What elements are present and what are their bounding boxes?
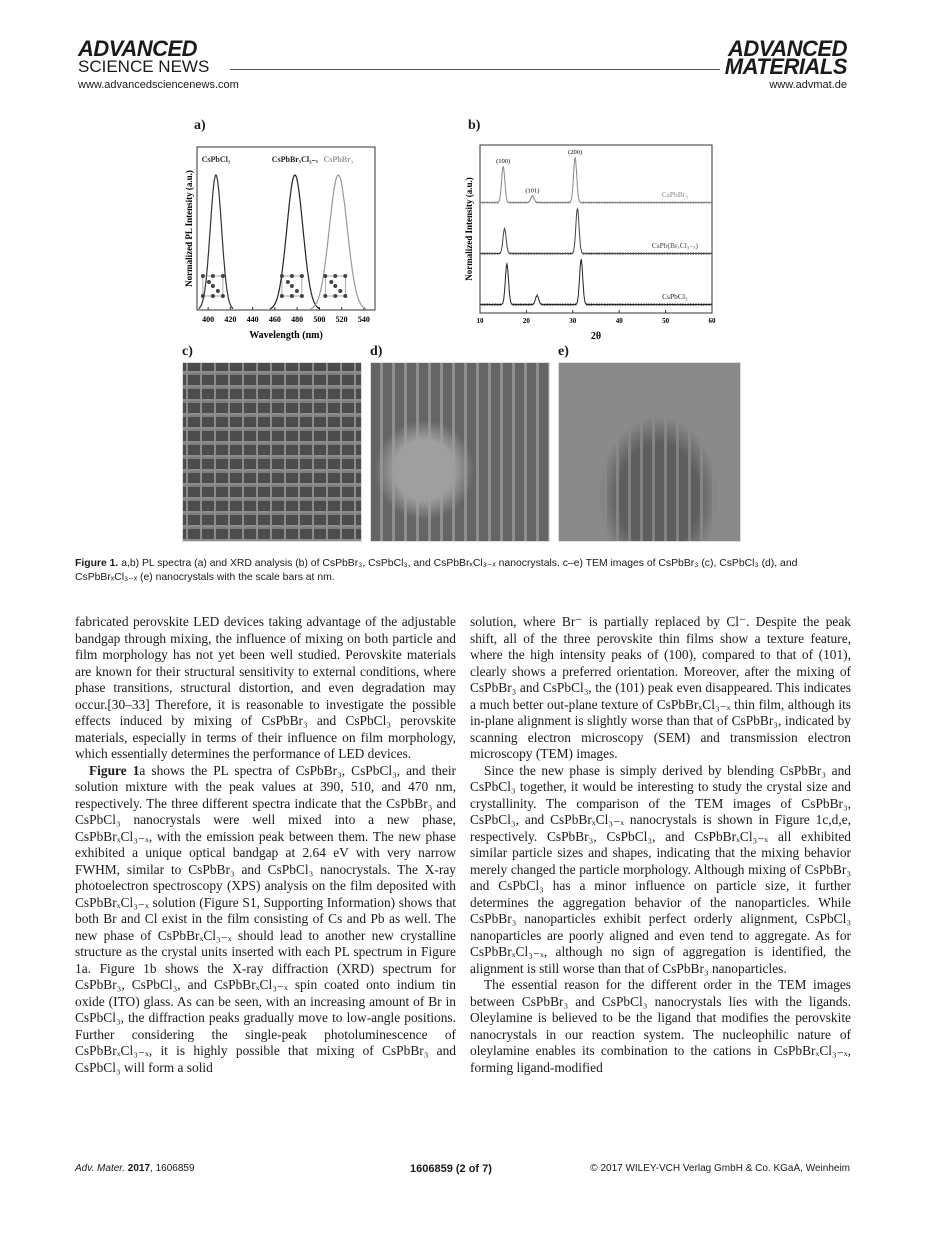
atom-icon — [323, 274, 327, 278]
x-tick-label: 480 — [291, 315, 304, 324]
figure-ref[interactable]: Figure 1 — [89, 762, 140, 778]
paragraph: solution, where Br⁻ is partially replaced by Cl⁻. Despite the peak shift, all of the three perovskite thin films show a texture feature, where the high intensity peaks of (100), compared to that of (101), clearly shows a preferred orientation. Moreover, after the mixing of CsPbBr₃ and CsPbCl₃, the (101) peak even disappeared. This indicates a much better out-plane texture of CsPbBrₓCl₃₋ₓ thin film, although its in-plane alignment is slightly worse than that of CsPbBr₃, indicated by scanning electron microscopy (SEM) and transmission electron microscopy (TEM) images. — [470, 614, 851, 761]
atom-icon — [323, 294, 327, 298]
pl-curve-CsPbBrₓCl₃₋ₓ — [270, 175, 320, 309]
atom-icon — [211, 294, 215, 298]
logo-line1: ADVANCED — [727, 36, 847, 61]
atom-icon — [211, 284, 215, 288]
atom-icon — [280, 274, 284, 278]
right-column — [470, 614, 851, 1076]
atom-icon — [280, 294, 284, 298]
panel-label-e: e) — [558, 344, 569, 359]
paragraph-text: a shows the PL spectra of CsPbBr₃, CsPbCl₃, and their solution mixture with the peak values at 390, 510, and 470 nm, respectively. The three different spectra indicate that the CsPbBr₃ and CsPbCl₃ nanocrystals were well mixed into a new phase, CsPbBrₓCl₃₋ₓ, with the emission peak between them. The new phase exhibited a unique optical bandgap at 2.64 eV with very narrow FWHM, similar to CsPbBr₃ and CsPbCl₃ nanocrystals. The X-ray photoelectron spectroscopy (XPS) analysis on the film deposited with CsPbBrₓCl₃₋ₓ solution (Figure S1, Supporting Information) shows that both Br and Cl exist in the film consisting of Cs and Pb as well. The new phase of CsPbBrₓCl₃₋ₓ should lead to another new crystalline structure as the crystal units inserted with each PL spectrum in Figure 1a. Figure 1b shows the X-ray diffraction (XRD) spectrum for CsPbBr₃, CsPbCl₃, and CsPbBrₓCl₃₋ₓ spin coated onto indium tin oxide (ITO) glass. As can be seen, with an increasing amount of Br in CsPbCl₃, the diffraction peaks gradually move to low-angle positions. Further considering the single-peak photoluminescence of CsPbBrₓCl₃₋ₓ, it is highly possible that mixing of CsPbBr₃ and CsPbCl₃ will form a solid — [75, 762, 457, 1075]
tem-image-cspbcl3 — [370, 362, 550, 542]
atom-icon — [338, 289, 342, 293]
journal-logo-left: ADVANCED — [78, 36, 198, 61]
x-tick-label: 400 — [202, 315, 215, 324]
series-label: CsPbBr₃ — [661, 190, 688, 199]
caption-text: a,b) PL spectra (a) and XRD analysis (b) of CsPbBr₃, CsPbCl₃, and CsPbBrₓCl₃₋ₓ nanocrystals. c–e) TEM images of CsPbBr₃ (c), CsPbCl₃ (d), and CsPbBrₓCl₃₋ₓ (e) nanocrystals with the scale bars at nm. — [75, 558, 798, 583]
panel-label-b: b) — [468, 118, 481, 133]
atom-icon — [201, 294, 205, 298]
year: 2017 — [127, 1163, 151, 1174]
series-label: CsPbCl₃ — [662, 292, 688, 301]
panel-label-d: d) — [370, 344, 383, 359]
series-label: CsPbBr₃ — [323, 155, 354, 164]
atom-icon — [329, 280, 333, 284]
atom-icon — [343, 274, 347, 278]
paragraph: fabricated perovskite LED devices taking advantage of the adjustable bandgap through mixing, the influence of mixing on both particle and film morphology has not yet been well studied. Perovskite materials are known for their structural sensitivity to external conditions, where phase transitions, structural distortion, and even degradation may occur.[30–33] Therefore, it is reasonable to investigate the possible effects induced by mixing of CsPbBr₃ and CsPbCl₃ perovskite materials, especially in terms of their influence on film morphology, which essentially determines the performance of LED devices. — [75, 614, 456, 761]
atom-icon — [201, 274, 205, 278]
atom-icon — [207, 280, 211, 284]
atom-icon — [333, 274, 337, 278]
peak-label: (100) — [496, 158, 511, 165]
y-axis-label: Normalized Intensity (a.u.) — [464, 177, 474, 281]
pl-curve-CsPbCl₃ — [199, 175, 234, 309]
atom-icon — [333, 284, 337, 288]
pl-spectra-chart — [180, 135, 480, 345]
series-label: CsPbCl₃ — [201, 155, 231, 164]
peak-label: (200) — [568, 149, 583, 156]
article-number: , 1606859 — [150, 1163, 195, 1174]
figure-caption — [75, 557, 850, 585]
atom-icon — [290, 294, 294, 298]
right-url[interactable]: www.advmat.de — [769, 79, 847, 91]
page-number: 1606859 (2 of 7) — [410, 1163, 492, 1175]
atom-icon — [295, 289, 299, 293]
journal-logo-left-sub: SCIENCE NEWS — [78, 57, 210, 76]
x-tick-label: 40 — [615, 317, 623, 325]
journal-logo-right — [724, 36, 847, 79]
x-tick-label: 420 — [224, 315, 237, 324]
panel-label-a: a) — [194, 118, 206, 133]
atom-icon — [216, 289, 220, 293]
atom-icon — [300, 274, 304, 278]
x-tick-label: 540 — [357, 315, 370, 324]
left-url[interactable]: www.advancedsciencenews.com — [78, 79, 239, 91]
series-label: CsPbBrₓCl₃₋ₓ — [271, 155, 319, 164]
left-column — [75, 614, 456, 1076]
peak-label: (101) — [525, 187, 540, 195]
atom-icon — [290, 284, 294, 288]
atom-icon — [221, 294, 225, 298]
atom-icon — [221, 274, 225, 278]
x-tick-label: 460 — [268, 315, 281, 324]
xrd-chart — [455, 135, 730, 345]
x-tick-label: 50 — [662, 317, 670, 325]
x-axis-label: Wavelength (nm) — [249, 330, 323, 341]
tem-image-cspbbrxcl3-x — [558, 362, 741, 542]
x-tick-label: 440 — [246, 315, 259, 324]
header-divider — [230, 69, 720, 70]
y-axis-label: Normalized PL Intensity (a.u.) — [184, 170, 194, 287]
plot-frame — [480, 145, 712, 313]
footer-citation — [75, 1163, 195, 1174]
copyright: © 2017 WILEY-VCH Verlag GmbH & Co. KGaA, Weinheim — [590, 1163, 850, 1174]
paragraph — [75, 763, 456, 1077]
x-tick-label: 10 — [476, 317, 484, 325]
x-tick-label: 500 — [313, 315, 326, 324]
series-label: CsPb(BrₓCl₃₋ₓ) — [651, 241, 699, 250]
paragraph: Since the new phase is simply derived by blending CsPbBr₃ and CsPbCl₃ together, it would be interesting to study the crystal size and crystallinity. The comparison of the TEM images of CsPbBr₃, CsPbCl₃, and CsPbBrₓCl₃₋ₓ nanocrystals is shown in Figure 1c,d,e, respectively. CsPbBr₃, CsPbCl₃, and CsPbBrₓCl₃₋ₓ all exhibited similar particle sizes and shapes, indicating that the mixing behavior merely changed the particle morphology. Although mixing of CsPbBr₃ and CsPbCl₃ has a minor influence on particle size, it further determines the aggregation behavior of the nanoparticles. While CsPbBr₃ nanoparticles exhibit perfect orderly alignment, CsPbCl₃ nanoparticles are poorly aligned and even tend to aggregate. As for CsPbBrₓCl₃₋ₓ, although no sign of aggregation is identified, the alignment is still worse than that of CsPbBr₃ nanoparticles. — [470, 762, 851, 976]
panel-label-c: c) — [182, 344, 193, 359]
atom-icon — [211, 274, 215, 278]
x-tick-label: 520 — [335, 315, 348, 324]
atom-icon — [290, 274, 294, 278]
x-tick-label: 30 — [569, 317, 577, 325]
tem-image-cspbbr3 — [182, 362, 362, 542]
plot-frame — [197, 147, 375, 310]
atom-icon — [333, 294, 337, 298]
atom-icon — [343, 294, 347, 298]
atom-icon — [300, 294, 304, 298]
x-axis-label: 2θ — [590, 331, 602, 342]
atom-icon — [286, 280, 290, 284]
x-tick-label: 60 — [708, 317, 716, 325]
caption-label: Figure 1. — [75, 558, 119, 569]
journal-name: Adv. Mater. — [75, 1163, 126, 1174]
x-tick-label: 20 — [522, 317, 530, 325]
paragraph: The essential reason for the different order in the TEM images between CsPbBr₃ and CsPbCl₃ nanocrystals lies with the ligands. Oleylamine is believed to be the ligand that modifies the perovskite nanocrystals in our reaction system. The nucleophilic nature of oleylamine enables its combination to the cations in CsPbBrₓCl₃₋ₓ, forming ligand-modified — [470, 977, 851, 1075]
pl-curve-CsPbBr₃ — [311, 175, 367, 309]
logo-line2: MATERIALS — [724, 54, 847, 79]
